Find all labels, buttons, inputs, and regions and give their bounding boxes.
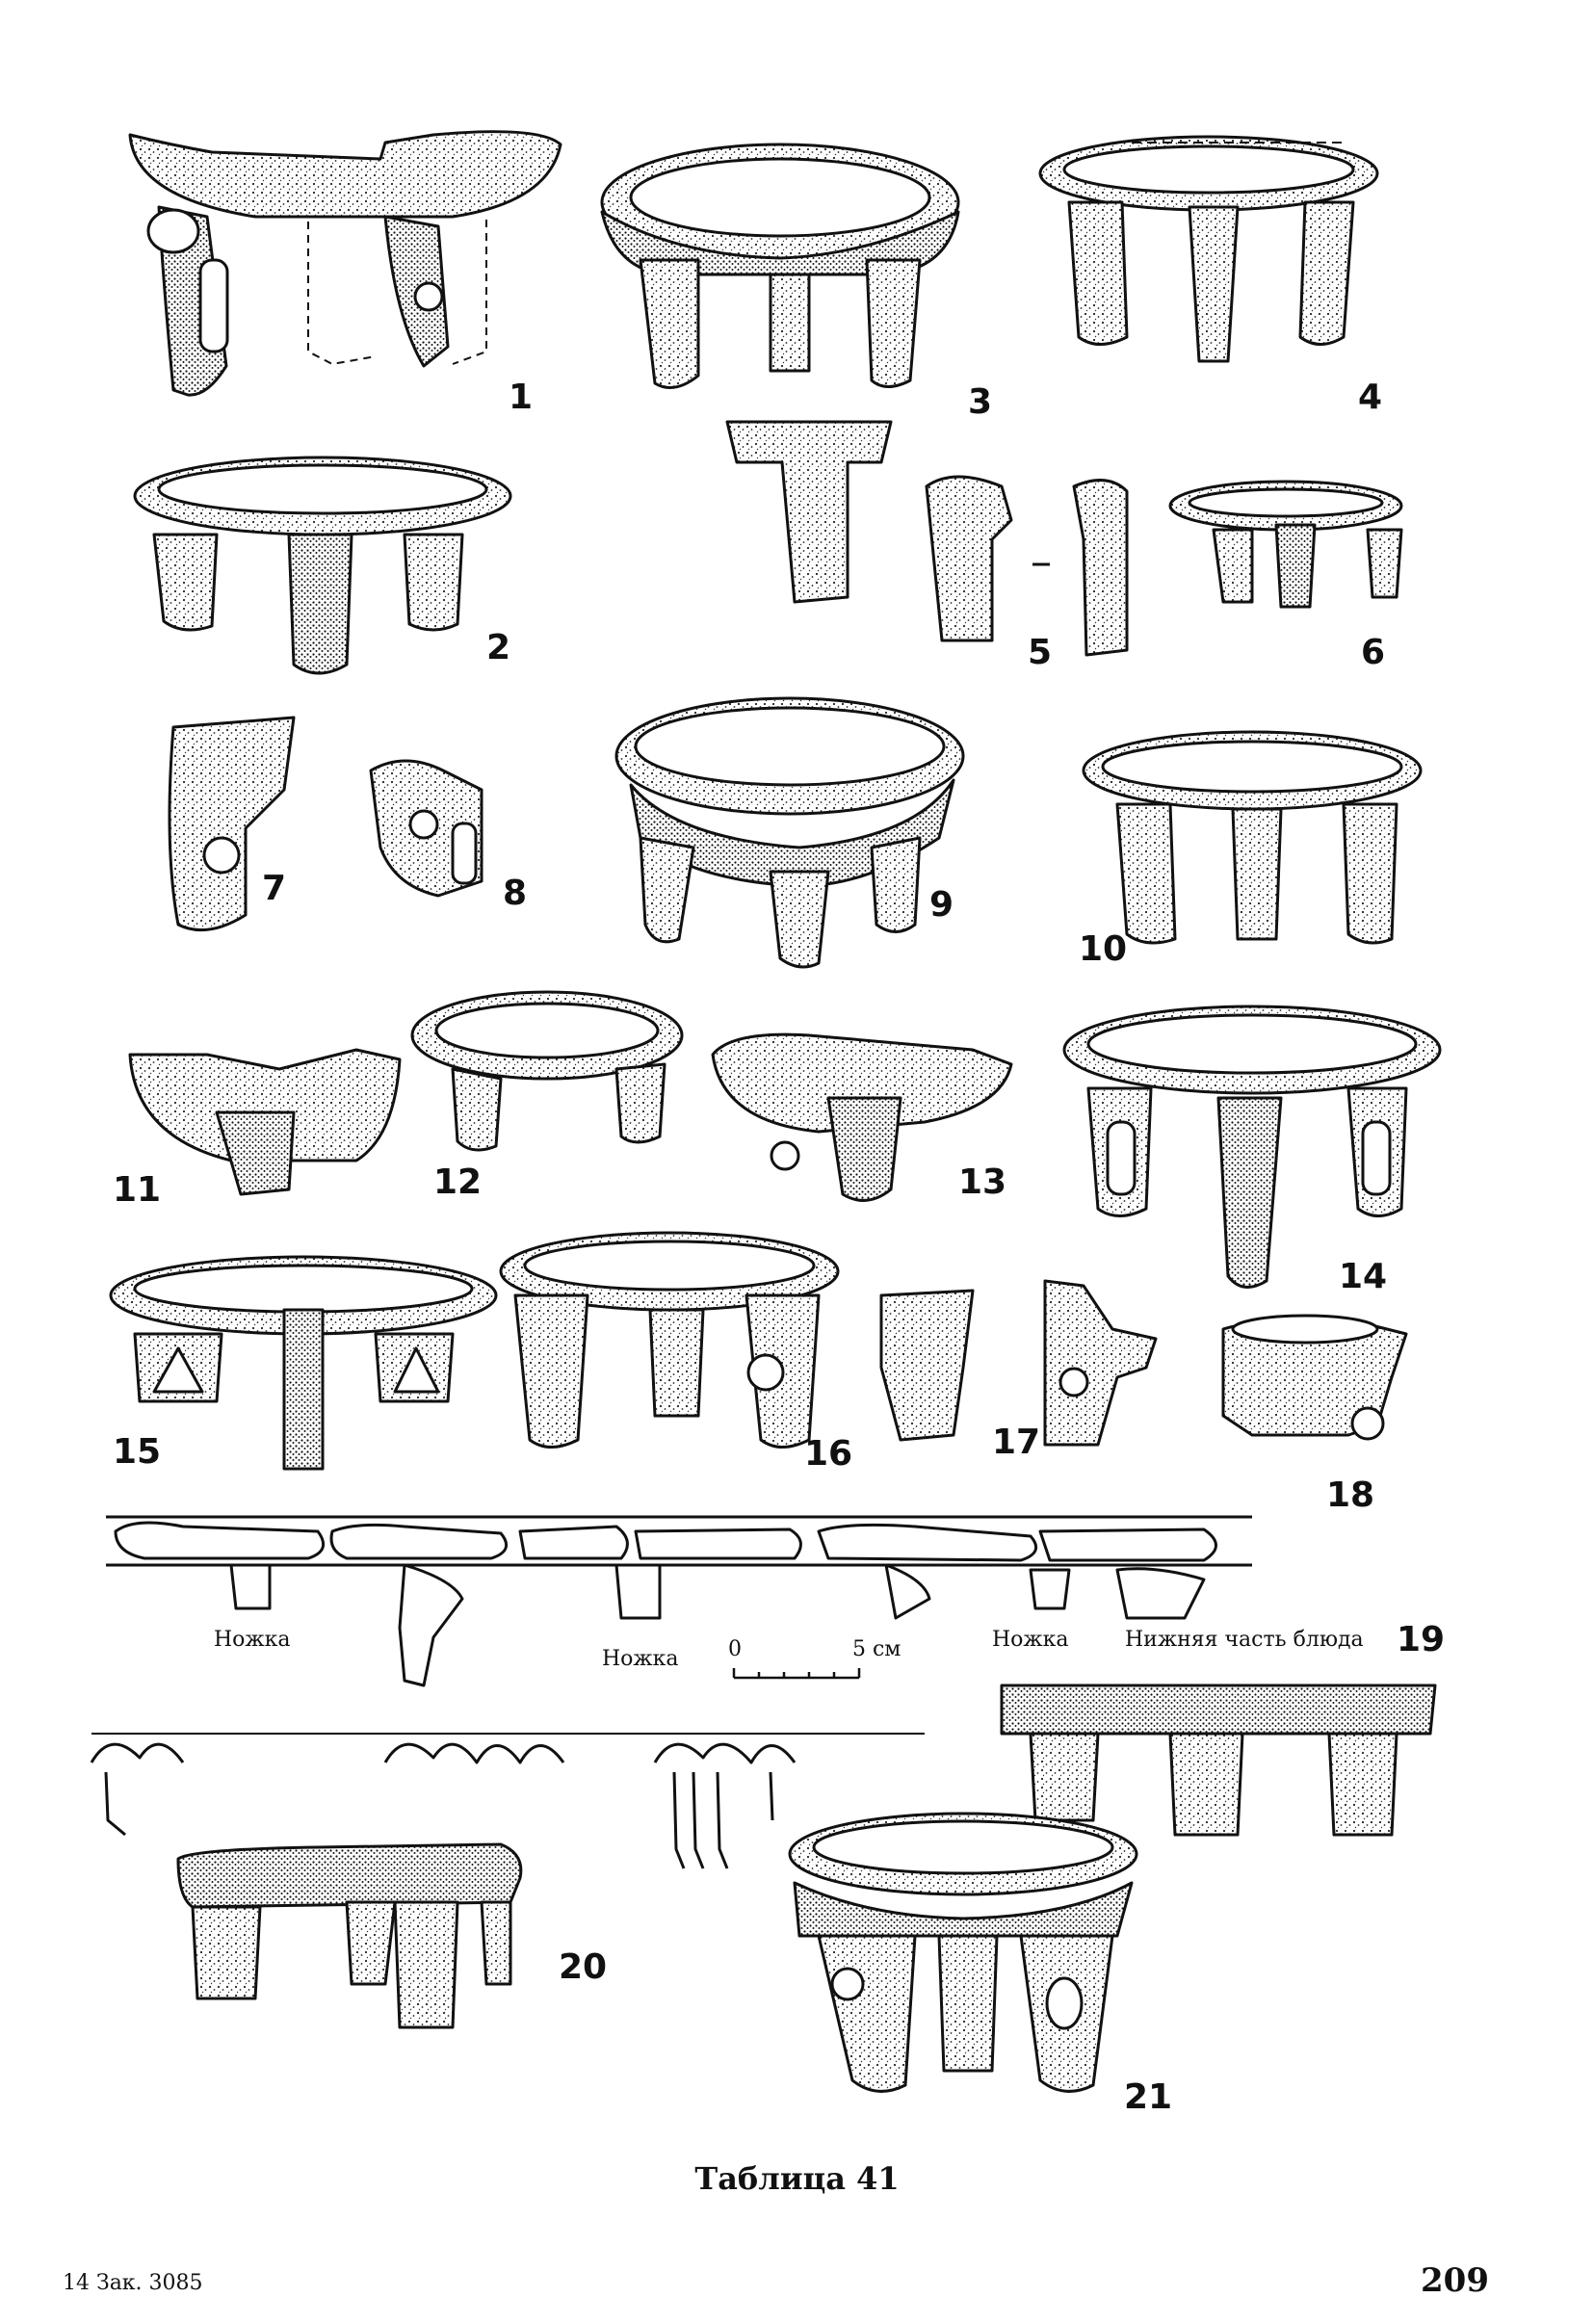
figure-15-dish: [111, 1257, 496, 1472]
figure-2-dish: [135, 457, 510, 673]
figure-number-13: 13: [958, 1162, 1007, 1202]
scale-label-five: 5 см: [852, 1637, 902, 1661]
figure-20-dish: [91, 1734, 925, 2027]
figure-number-3: 3: [968, 382, 993, 422]
caption-leg-1: Ножка: [214, 1628, 291, 1652]
figure-19-frieze: [106, 1517, 1252, 1685]
scale-bar: [734, 1668, 859, 1678]
figure-number-8: 8: [503, 874, 528, 913]
caption-leg-3: Ножка: [992, 1628, 1069, 1652]
figure-number-18: 18: [1326, 1475, 1375, 1515]
figure-10-dish: [1084, 732, 1421, 943]
footer-print-code: 14 Зак. 3085: [63, 2271, 203, 2295]
figure-number-11: 11: [113, 1170, 162, 1210]
figure-number-2: 2: [486, 628, 511, 667]
figure-number-21: 21: [1124, 2077, 1173, 2117]
figure-4-dish: [1040, 137, 1377, 361]
figure-number-10: 10: [1079, 929, 1128, 969]
figure-number-6: 6: [1361, 633, 1386, 672]
figure-14-dish: [1064, 1006, 1440, 1287]
figure-17-fragments: [881, 1281, 1156, 1445]
figure-number-19-label: 19: [1397, 1620, 1446, 1659]
scale-label-zero: 0: [728, 1637, 742, 1661]
figure-5-fragments: [727, 422, 1127, 655]
figure-number-4: 4: [1358, 378, 1383, 417]
figure-number-1: 1: [509, 378, 534, 417]
figure-8-fragment: [371, 761, 482, 896]
figure-16-dish: [501, 1233, 838, 1448]
figure-number-15: 15: [113, 1432, 162, 1472]
figure-11-dish: [130, 1050, 400, 1194]
figure-number-14: 14: [1339, 1257, 1388, 1296]
figure-1-dish: [130, 132, 561, 395]
figure-number-5: 5: [1028, 633, 1053, 672]
figure-number-7: 7: [262, 869, 287, 908]
figure-number-16: 16: [804, 1434, 853, 1474]
figure-6-dish: [1170, 482, 1401, 607]
table-title: Таблица 41: [694, 2160, 900, 2197]
figure-number-17: 17: [992, 1423, 1041, 1462]
caption-leg-2: Ножка: [602, 1647, 679, 1671]
figure-19-dish-fragment: [1002, 1685, 1435, 1835]
figure-9-dish: [616, 698, 963, 967]
figure-number-20: 20: [559, 1947, 608, 1987]
figure-18-dish: [1223, 1316, 1406, 1439]
figure-12-dish: [412, 992, 682, 1150]
figure-21-dish: [790, 1814, 1137, 2091]
figure-number-9: 9: [929, 885, 954, 925]
figure-number-12: 12: [433, 1162, 483, 1202]
figure-3-dish: [602, 144, 958, 388]
caption-dish-bottom: Нижняя часть блюда: [1125, 1628, 1364, 1652]
page-number: 209: [1421, 2261, 1489, 2300]
